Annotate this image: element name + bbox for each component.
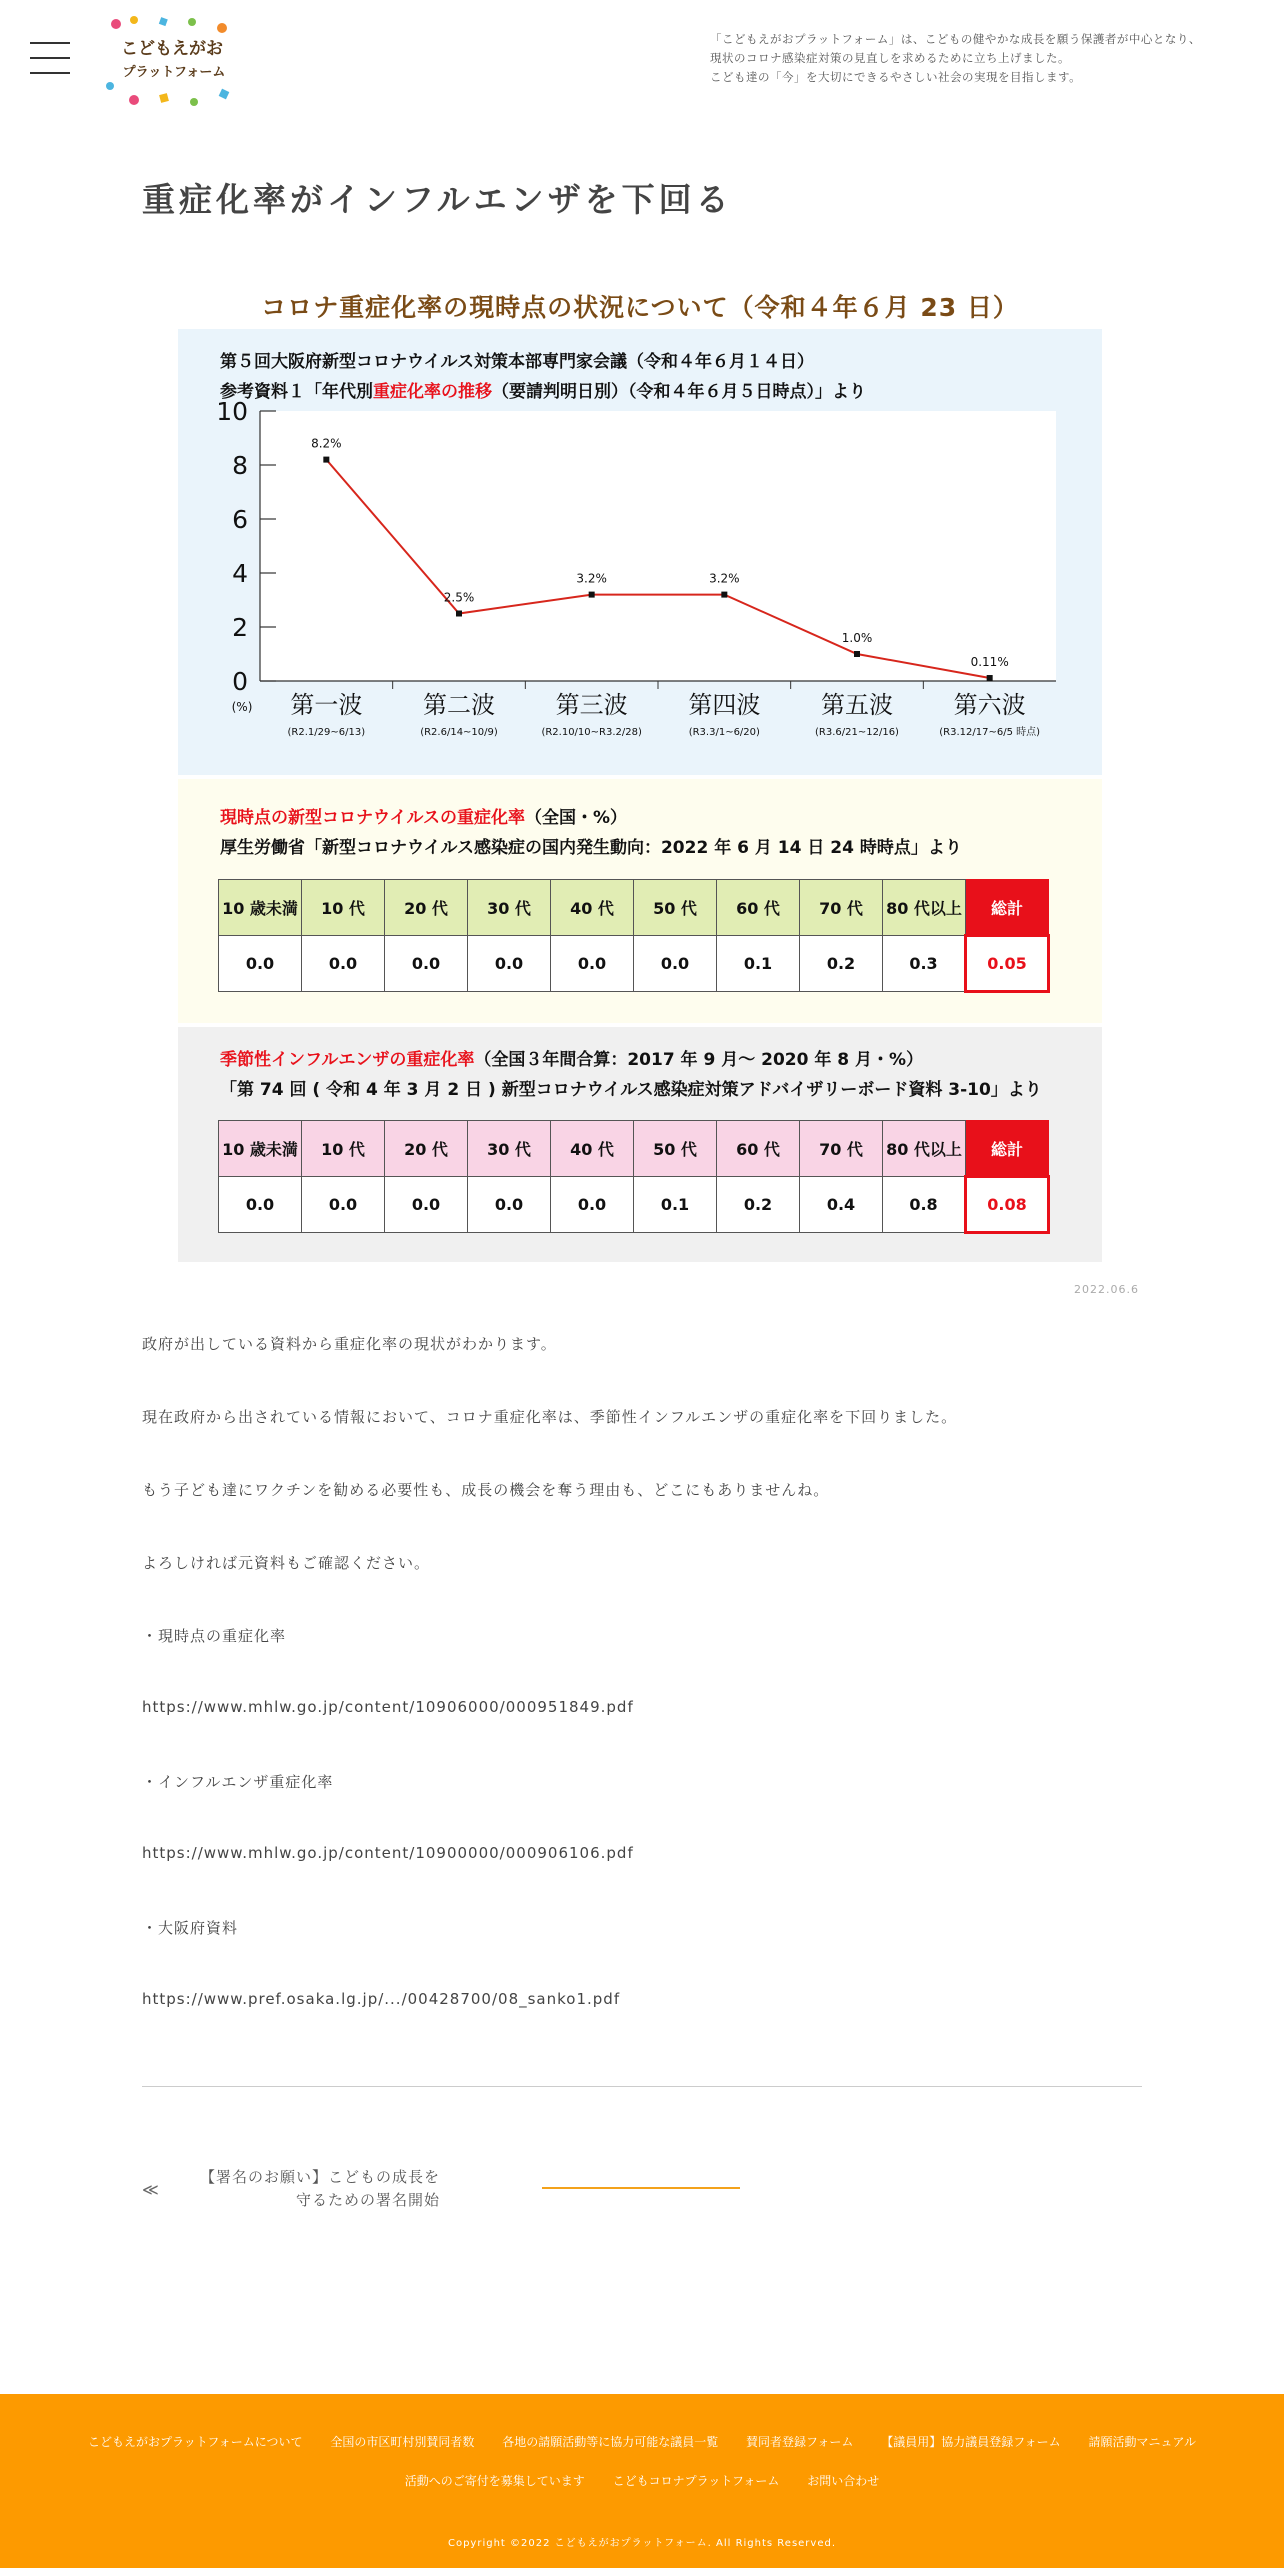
- footer-link[interactable]: こどもコロナプラットフォーム: [612, 2474, 780, 2488]
- x-period-label: (R2.1/29~6/13): [287, 727, 366, 738]
- x-period-label: (R3.3/1~6/20): [688, 727, 760, 738]
- total-header-cell: 総計: [966, 1121, 1049, 1177]
- tagline-line: こども達の「今」を大切にできるやさしい社会の実現を目指します。: [710, 70, 1082, 84]
- data-point-marker: [589, 592, 595, 598]
- data-point-label: 2.5%: [443, 590, 475, 605]
- flu-heading: [220, 1045, 923, 1070]
- chart-source-highlight: 重症化率の推移: [373, 382, 492, 402]
- data-point-label: 0.11%: [970, 655, 1009, 670]
- footer-link[interactable]: 【議員用】協力議員登録フォーム: [881, 2435, 1061, 2449]
- rate-value-cell: 0.2: [800, 936, 883, 992]
- flu-source: 「第 74 回 ( 令和 4 年 3 月 2 日 ) 新型コロナウイルス感染症対策アドバイザリーボード資料 3-10」より: [220, 1080, 1042, 1100]
- age-header-cell: 70 代: [800, 1121, 883, 1177]
- reference-link[interactable]: https://www.pref.osaka.lg.jp/.../00428700/08_sanko1.pdf: [142, 1990, 621, 2008]
- total-header-cell: 総計: [966, 880, 1049, 936]
- age-header-cell: 50 代: [634, 1121, 717, 1177]
- y-tick-label: 0: [232, 667, 248, 696]
- infographic-title: コロナ重症化率の現時点の状況について（令和４年６月 23 日）: [261, 293, 1019, 322]
- data-point-marker: [721, 592, 727, 598]
- reference-label: ・インフルエンザ重症化率: [142, 1773, 334, 1791]
- rate-value-cell: 0.0: [551, 1177, 634, 1233]
- body-paragraph: 現在政府から出されている情報において、コロナ重症化率は、季節性インフルエンザの重症化率を下回りました。: [142, 1408, 958, 1426]
- data-point-marker: [854, 651, 860, 657]
- x-period-label: (R3.12/17~6/5 時点): [939, 727, 1041, 738]
- data-point-label: 8.2%: [311, 436, 342, 451]
- plot-area: [260, 411, 1056, 681]
- infographic-image: [178, 282, 1102, 1262]
- rate-value-cell: 0.0: [219, 1177, 302, 1233]
- body-paragraph: 政府が出している資料から重症化率の現状がわかります。: [142, 1335, 557, 1353]
- age-header-cell: 10 歳未満: [219, 1121, 302, 1177]
- flu-rate-table: [218, 1120, 1050, 1234]
- age-header-cell: 60 代: [717, 1121, 800, 1177]
- footer-link[interactable]: 活動へのご寄付を募集しています: [404, 2474, 585, 2488]
- prev-arrow-icon[interactable]: ≪: [142, 2180, 159, 2199]
- rate-value-cell: 0.8: [883, 1177, 966, 1233]
- y-tick-label: 10: [216, 397, 248, 426]
- site-footer: [0, 2394, 1284, 2568]
- chart-panel: [178, 329, 1102, 775]
- body-paragraph: よろしければ元資料もご確認ください。: [142, 1554, 431, 1572]
- rate-value-cell: 0.0: [302, 936, 385, 992]
- data-point-marker: [323, 457, 329, 463]
- age-header-cell: 10 代: [302, 1121, 385, 1177]
- site-logo[interactable]: [104, 14, 240, 110]
- covid-heading-red: 現時点の新型コロナウイルスの重症化率: [220, 808, 525, 828]
- x-period-label: (R2.6/14~10/9): [420, 727, 498, 738]
- age-header-cell: 40 代: [551, 1121, 634, 1177]
- footer-link[interactable]: 賛同者登録フォーム: [746, 2435, 854, 2449]
- covid-heading-unit: （全国・%）: [524, 808, 628, 828]
- prev-post-title-line: 守るための署名開始: [295, 2191, 440, 2209]
- tagline-line: 「こどもえがおプラットフォーム」は、こどもの健やかな成長を願う保護者が中心となり、: [710, 32, 1201, 46]
- rate-value-cell: 0.3: [883, 936, 966, 992]
- age-header-cell: 20 代: [385, 1121, 468, 1177]
- prev-post-link[interactable]: [175, 2166, 440, 2212]
- copyright: Copyright ©2022 こどもえがおプラットフォーム. All Rights Reserved.: [447, 2538, 837, 2549]
- covid-rate-panel: [178, 779, 1102, 1023]
- tagline-line: 現状のコロナ感染症対策の見直しを求めるために立ち上げました。: [710, 51, 1070, 65]
- rate-value-cell: 0.1: [634, 1177, 717, 1233]
- reference-label: ・現時点の重症化率: [142, 1627, 287, 1645]
- chart-source-prefix: 参考資料１「年代別: [220, 382, 373, 402]
- data-point-label: 3.2%: [709, 571, 740, 586]
- age-header-cell: 10 歳未満: [219, 880, 302, 936]
- age-header-cell: 50 代: [634, 880, 717, 936]
- footer-link[interactable]: こどもえがおプラットフォームについて: [87, 2435, 303, 2449]
- data-point-label: 1.0%: [841, 631, 873, 645]
- reference-label: ・大阪府資料: [142, 1919, 239, 1937]
- chart-source-suffix: （要請判明日別）（令和４年６月５日時点）」より: [492, 382, 866, 402]
- flu-rate-panel: [178, 1027, 1102, 1262]
- rate-value-cell: 0.4: [800, 1177, 883, 1233]
- x-category-label: 第六波: [953, 691, 1026, 719]
- age-header-cell: 30 代: [468, 880, 551, 936]
- chart-source-line1: 第５回大阪府新型コロナウイルス対策本部専門家会議（令和４年６月１４日）: [220, 352, 814, 372]
- age-header-cell: 20 代: [385, 880, 468, 936]
- footer-link[interactable]: お問い合わせ: [807, 2474, 880, 2488]
- hamburger-menu-icon[interactable]: [30, 42, 70, 74]
- logo-text-line1: こどもえがお: [121, 39, 223, 59]
- x-period-label: (R2.10/10~R3.2/28): [541, 727, 642, 738]
- rate-value-cell: 0.0: [634, 936, 717, 992]
- data-point-marker: [456, 611, 462, 617]
- x-category-label: 第一波: [290, 691, 363, 719]
- covid-rate-table: [218, 879, 1050, 993]
- x-category-label: 第三波: [555, 691, 628, 719]
- flu-heading-unit: （全国３年間合算：2017 年 9 月〜 2020 年 8 月・%）: [474, 1050, 924, 1070]
- prev-post-title-line: 【署名のお願い】こどもの成長を: [199, 2168, 440, 2186]
- x-period-label: (R3.6/21~12/16): [815, 727, 899, 738]
- age-header-cell: 10 代: [302, 880, 385, 936]
- total-value-cell: 0.08: [966, 1177, 1049, 1233]
- age-header-cell: 70 代: [800, 880, 883, 936]
- footer-link[interactable]: 全国の市区町村別賛同者数: [330, 2435, 475, 2449]
- reference-link[interactable]: https://www.mhlw.go.jp/content/10900000/000906106.pdf: [142, 1844, 634, 1862]
- y-tick-label: 2: [232, 613, 248, 642]
- y-tick-label: 6: [232, 505, 248, 534]
- rate-value-cell: 0.0: [468, 1177, 551, 1233]
- total-value-cell: 0.05: [966, 936, 1049, 992]
- logo-graphic: [104, 14, 240, 110]
- rate-value-cell: 0.0: [219, 936, 302, 992]
- footer-nav-row-2: [0, 2472, 1284, 2489]
- x-category-label: 第四波: [688, 691, 761, 719]
- logo-text-line2: プラットフォーム: [122, 65, 226, 80]
- rate-value-cell: 0.2: [717, 1177, 800, 1233]
- footer-link[interactable]: 請願活動マニュアル: [1088, 2435, 1197, 2449]
- covid-source: 厚生労働省「新型コロナウイルス感染症の国内発生動向：2022 年 6 月 14 日 24 時時点」より: [220, 838, 962, 858]
- rate-value-cell: 0.1: [717, 936, 800, 992]
- rate-value-cell: 0.0: [385, 1177, 468, 1233]
- x-category-label: 第五波: [821, 691, 893, 719]
- severity-line-chart: [178, 389, 1102, 775]
- rate-value-cell: 0.0: [468, 936, 551, 992]
- age-header-cell: 60 代: [717, 880, 800, 936]
- y-tick-label: 8: [232, 451, 248, 480]
- age-header-cell: 80 代以上: [883, 880, 966, 936]
- post-date: 2022.06.6: [1074, 1283, 1139, 1296]
- footer-link[interactable]: 各地の請願活動等に協力可能な議員一覧: [502, 2435, 719, 2449]
- footer-nav-row-1: [0, 2433, 1284, 2450]
- rate-value-cell: 0.0: [302, 1177, 385, 1233]
- rate-value-cell: 0.0: [551, 936, 634, 992]
- rate-value-cell: 0.0: [385, 936, 468, 992]
- covid-heading: [220, 803, 627, 828]
- data-point-label: 3.2%: [576, 571, 607, 586]
- x-category-label: 第二波: [423, 691, 495, 719]
- y-tick-label: 4: [232, 559, 248, 588]
- reference-link[interactable]: https://www.mhlw.go.jp/content/10906000/000951849.pdf: [142, 1698, 634, 1716]
- page-title: 重症化率がインフルエンザを下回る: [142, 180, 733, 219]
- age-header-cell: 40 代: [551, 880, 634, 936]
- y-unit-label: (%): [231, 700, 253, 714]
- content-divider: [142, 2086, 1142, 2087]
- data-point-marker: [987, 675, 993, 681]
- age-header-cell: 80 代以上: [883, 1121, 966, 1177]
- site-tagline: [710, 30, 1270, 87]
- flu-heading-red: 季節性インフルエンザの重症化率: [220, 1050, 475, 1070]
- nav-accent-line: [542, 2187, 740, 2189]
- age-header-cell: 30 代: [468, 1121, 551, 1177]
- body-paragraph: もう子ども達にワクチンを勧める必要性も、成長の機会を奪う理由も、どこにもありませんね。: [142, 1481, 830, 1499]
